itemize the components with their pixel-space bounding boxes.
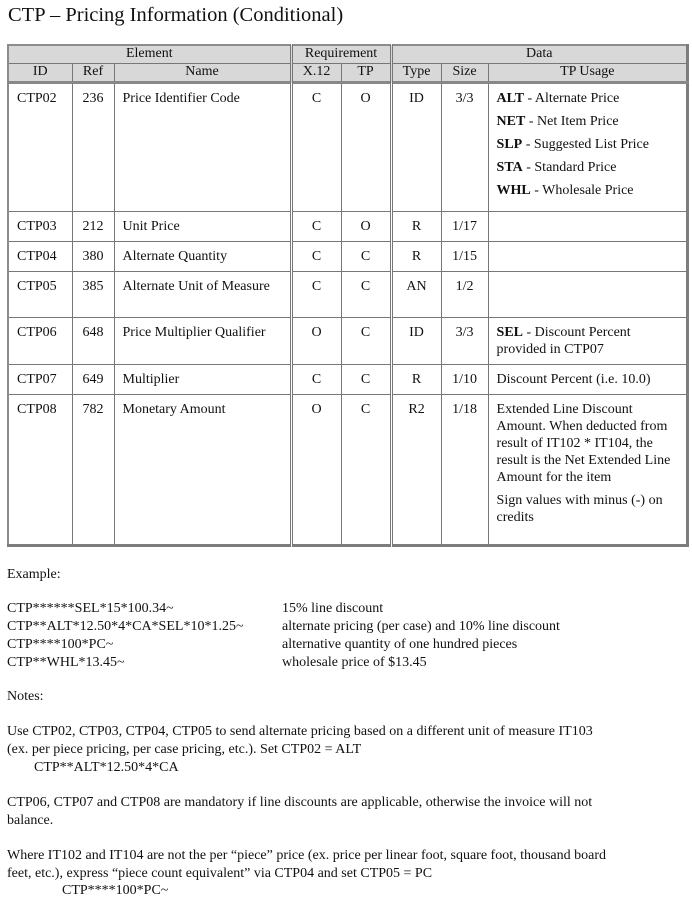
- code-value: STA: [496, 160, 523, 175]
- code-value: SLP: [496, 137, 523, 152]
- note-text: CTP06, CTP07 and CTP08 are mandatory if line discounts are applicable, otherwise the invoice will not: [7, 795, 593, 810]
- code-item: [497, 182, 680, 199]
- cell-type: ID: [409, 91, 424, 106]
- cell-size: 1/17: [452, 219, 477, 234]
- cell-name: Unit Price: [122, 219, 180, 234]
- cell-x12: C: [311, 249, 322, 264]
- column-header-x12: X.12: [291, 64, 341, 83]
- example-code: CTP**ALT*12.50*4*CA*SEL*10*1.25~: [7, 619, 244, 634]
- cell-x12: O: [311, 325, 322, 340]
- example-row: [7, 600, 383, 617]
- table-row: [8, 318, 688, 365]
- notes-label: Notes:: [7, 689, 44, 704]
- cell-x12: O: [311, 402, 322, 417]
- example-code: CTP******SEL*15*100.34~: [7, 601, 174, 616]
- table-row: [8, 272, 688, 318]
- cell-x12: C: [311, 219, 322, 234]
- column-header-id: ID: [8, 64, 72, 83]
- cell-tp-usage: [489, 84, 686, 211]
- table-row: [8, 242, 688, 272]
- cell-ref: 782: [82, 402, 104, 417]
- cell-tp: C: [360, 325, 371, 340]
- cell-tp: C: [360, 402, 371, 417]
- example-description: wholesale price of $13.45: [282, 655, 427, 670]
- ctp-spec-table: [7, 44, 689, 547]
- cell-x12: C: [311, 372, 322, 387]
- usage-paragraph: Extended Line Discount Amount. When deducted from result of IT102 * IT104, the result is the Net Extended Line Amount for the item: [496, 402, 671, 485]
- cell-ref: 648: [82, 325, 104, 340]
- group-header-requirement: Requirement: [291, 45, 391, 64]
- column-header-size: Size: [441, 64, 488, 83]
- page-title: CTP – Pricing Information (Conditional): [8, 4, 344, 26]
- cell-ref: 649: [82, 372, 104, 387]
- cell-size: 3/3: [455, 91, 474, 106]
- cell-size: 1/2: [455, 279, 474, 294]
- code-value: ALT: [496, 91, 525, 106]
- cell-name: Monetary Amount: [122, 402, 226, 417]
- column-header-name: Name: [114, 64, 291, 83]
- cell-ref: 385: [82, 279, 104, 294]
- code-description: - Standard Price: [522, 160, 617, 175]
- code-item: [497, 90, 680, 107]
- cell-type: AN: [406, 279, 427, 294]
- cell-tp-usage: [489, 242, 686, 254]
- cell-name: Price Multiplier Qualifier: [122, 325, 266, 340]
- cell-id: CTP04: [17, 249, 57, 264]
- cell-type: R: [411, 372, 422, 387]
- cell-ref: 380: [82, 249, 104, 264]
- cell-type: ID: [409, 325, 424, 340]
- cell-id: CTP07: [17, 372, 57, 387]
- cell-ref: 212: [82, 219, 104, 234]
- cell-tp-usage: [489, 318, 686, 364]
- example-label: Example:: [7, 567, 61, 582]
- code-description: - Discount Percent provided in CTP07: [496, 325, 631, 357]
- code-description: - Alternate Price: [524, 91, 620, 106]
- cell-x12: C: [311, 279, 322, 294]
- cell-name: Price Identifier Code: [122, 91, 240, 106]
- example-description: 15% line discount: [282, 601, 384, 616]
- cell-x12: C: [311, 91, 322, 106]
- note-text: feet, etc.), express “piece count equivalent” via CTP04 and set CTP05 = PC: [7, 866, 433, 881]
- example-description: alternative quantity of one hundred pieces: [282, 637, 518, 652]
- example-code: CTP****100*PC~: [7, 637, 114, 652]
- cell-tp-usage: Discount Percent (i.e. 10.0): [496, 372, 651, 387]
- code-description: - Wholesale Price: [530, 183, 634, 198]
- group-header-data: Data: [391, 45, 687, 64]
- cell-tp-usage: [489, 272, 686, 284]
- table-row: [8, 212, 688, 242]
- cell-name: Multiplier: [122, 372, 180, 387]
- cell-type: R2: [408, 402, 425, 417]
- cell-tp-usage: [489, 212, 686, 224]
- code-value: WHL: [496, 183, 531, 198]
- group-header-element: Element: [8, 45, 291, 64]
- example-row: [7, 636, 517, 653]
- usage-paragraph: Sign values with minus (-) on credits: [496, 493, 663, 525]
- cell-id: CTP08: [17, 402, 57, 417]
- note-text: (ex. per piece pricing, per case pricing, etc.). Set CTP02 = ALT: [7, 742, 362, 757]
- code-description: - Net Item Price: [525, 114, 619, 129]
- cell-size: 1/15: [452, 249, 477, 264]
- example-row: [7, 654, 427, 671]
- cell-tp: C: [360, 372, 371, 387]
- cell-id: CTP02: [17, 91, 57, 106]
- cell-tp: C: [360, 249, 371, 264]
- cell-tp: C: [360, 279, 371, 294]
- cell-type: R: [411, 249, 422, 264]
- code-value: SEL: [496, 325, 523, 340]
- note-text: Where IT102 and IT104 are not the per “piece” price (ex. price per linear foot, square foot, thousand board: [7, 848, 607, 863]
- note-code-example: CTP****100*PC~: [62, 883, 169, 898]
- cell-tp: O: [360, 219, 371, 234]
- cell-name: Alternate Unit of Measure: [122, 279, 270, 294]
- cell-id: CTP05: [17, 279, 57, 294]
- column-header-tp: TP: [341, 64, 391, 83]
- column-header-ref: Ref: [72, 64, 114, 83]
- cell-id: CTP06: [17, 325, 57, 340]
- table-row: [8, 395, 688, 546]
- cell-size: 3/3: [455, 325, 474, 340]
- cell-size: 1/10: [452, 372, 477, 387]
- note-text: Use CTP02, CTP03, CTP04, CTP05 to send alternate pricing based on a different unit of measure IT103: [7, 724, 593, 739]
- column-header-tp-usage: TP Usage: [488, 64, 687, 83]
- table-row: [8, 365, 688, 395]
- code-description: - Suggested List Price: [522, 137, 649, 152]
- note-code-example: CTP**ALT*12.50*4*CA: [34, 760, 179, 775]
- example-code: CTP**WHL*13.45~: [7, 655, 125, 670]
- column-header-type: Type: [391, 64, 441, 83]
- cell-tp: O: [360, 91, 371, 106]
- cell-size: 1/18: [452, 402, 477, 417]
- code-item: [497, 113, 680, 130]
- example-row: [7, 618, 560, 635]
- code-item: [497, 136, 680, 153]
- cell-id: CTP03: [17, 219, 57, 234]
- cell-tp-usage: [489, 395, 686, 538]
- code-value: NET: [496, 114, 526, 129]
- table-row: [8, 83, 688, 212]
- cell-type: R: [411, 219, 422, 234]
- cell-name: Alternate Quantity: [122, 249, 228, 264]
- note-text: balance.: [7, 813, 54, 828]
- example-description: alternate pricing (per case) and 10% line discount: [282, 619, 560, 634]
- code-item: [497, 159, 680, 176]
- cell-ref: 236: [82, 91, 104, 106]
